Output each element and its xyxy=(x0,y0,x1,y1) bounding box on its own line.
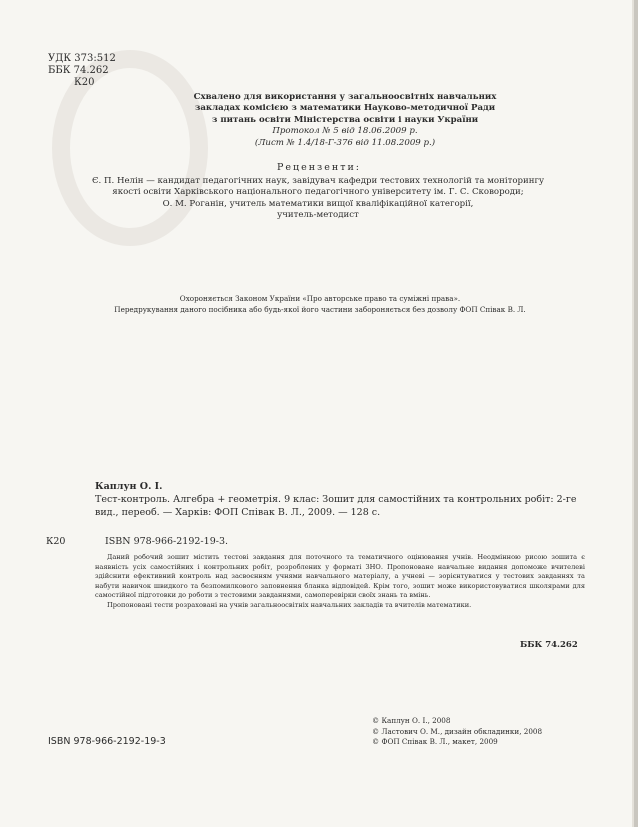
reviewers-list xyxy=(48,176,588,222)
approval-line: з питань освіти Міністерства освіти і науки України xyxy=(211,114,479,125)
annotation-paragraph: Даний робочий зошит містить тестові завдання для поточного та тематичного оцінювання учнів. Неодмінною рисою зошита є наявність усіх самостійних і контрольних робіт, розроблених у форматі ЗНО. Пропоноване навчальне видання допоможе вчителеві здійснити ефективний контроль над засвоєнням учнями навчального матеріалу, а учневі — зорієнтуватися у тестових завданнях та набути навичок швидкого та безпомилкового заповнення бланка відповідей. Крім того, зошит може використовуватися школярами для самостійної підготовки до роботи з тестовими завданнями, самоперевірки своїх знань та вмінь. xyxy=(95,553,585,600)
copyright-holder: © ФОП Співак В. Л., макет, 2009 xyxy=(372,737,498,746)
biblio-isbn: ISBN 978-966-2192-19-3. xyxy=(105,536,229,547)
author-mark: К20 xyxy=(74,77,95,88)
approval-line: закладах комісією з математики Науково-методичної Ради xyxy=(194,103,496,114)
bbk-code: ББК 74.262 xyxy=(48,65,109,76)
author-name: Каплун О. І. xyxy=(95,481,163,492)
biblio-author-mark: К20 xyxy=(46,536,66,547)
copyright-notice xyxy=(70,293,570,315)
reviewer-line: О. М. Роганін, учитель математики вищої кваліфікаційної категорії, xyxy=(162,198,474,209)
annotation-paragraph: Пропоновані тести розраховані на учнів загальноосвітніх навчальних закладів та вчителів математики. xyxy=(107,600,472,609)
bibliographic-description xyxy=(95,480,590,519)
reviewer-line: якості освіти Харківського національного педагогічного університету ім. Г. С. Сковороди; xyxy=(112,187,524,198)
copyright-law-line: Охороняється Законом України «Про авторське право та суміжні права». xyxy=(179,294,461,303)
reviewer-line: Є. П. Нелін — кандидат педагогічних наук, завідувач кафедри тестових технологій та моніторингу xyxy=(91,176,545,186)
approval-stamp xyxy=(150,92,540,149)
approval-letter: (Лист № 1.4/18-Г-376 від 11.08.2009 р.) xyxy=(254,137,436,148)
book-description: Тест-контроль. Алгебра + геометрія. 9 клас: Зошит для самостійних та контрольних робіт: 2-ге вид., переоб. — Харків: ФОП Співак В. Л., 2009. — 128 с. xyxy=(95,494,577,518)
reviewers-heading: Рецензенти: xyxy=(276,162,361,173)
page-edge xyxy=(634,0,638,827)
annotation xyxy=(95,553,585,611)
reviewer-line: учитель-методист xyxy=(277,210,359,221)
copyright-holder: © Ластович О. М., дизайн обкладинки, 2008 xyxy=(372,726,543,736)
approval-protocol: Протокол № 5 від 18.06.2009 р. xyxy=(272,126,418,137)
biblio-bbk: ББК 74.262 xyxy=(520,640,578,650)
classification-block xyxy=(48,53,116,89)
footer-isbn: ISBN 978-966-2192-19-3 xyxy=(48,736,166,747)
copyright-reprint-line: Передрукування даного посібника або будь-якої його частини забороняється без дозволу ФОП Співак В. Л. xyxy=(114,305,526,314)
approval-line: Схвалено для використання у загальноосвітніх навчальних xyxy=(193,92,497,102)
udc-code: УДК 373:512 xyxy=(48,53,116,64)
copyright-holders xyxy=(372,716,542,748)
copyright-holder: © Каплун О. І., 2008 xyxy=(372,716,451,725)
